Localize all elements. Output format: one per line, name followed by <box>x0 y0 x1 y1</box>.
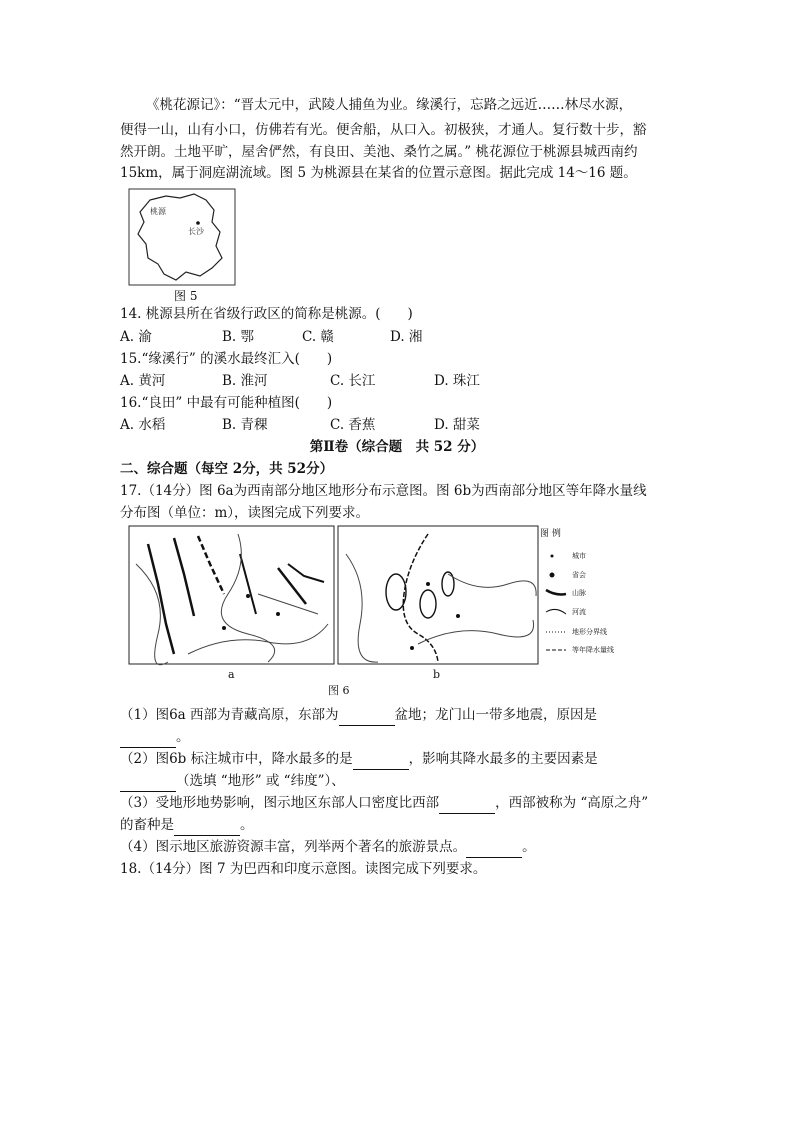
passage-line-1: 《桃花源记》：“晋太元中，武陵人捕鱼为业。缘溪行，忘路之远近……林尽水源， <box>146 97 633 113</box>
q17-sub1-text-b: 盆地；龙门山一带多地震，原因是 <box>394 707 598 723</box>
legend-isohyet: 等年降水量线 <box>572 646 614 654</box>
q16-stem: 16.“良田” 中最有可能种植图( ) <box>120 395 333 411</box>
q17-sub1-end: 。 <box>176 729 190 745</box>
q16-option-c[interactable]: C. 香蕉 <box>330 417 376 433</box>
q15-option-a[interactable]: A. 黄河 <box>120 373 166 389</box>
legend-river: 河流 <box>572 608 586 616</box>
q17-sub3-cont <box>120 815 254 836</box>
figure6-caption: 图 6 <box>328 684 350 697</box>
figure6b-map <box>338 526 538 664</box>
q15-option-b[interactable]: B. 淮河 <box>222 373 268 389</box>
figure5-map <box>128 188 236 288</box>
figure6a-map <box>129 526 334 665</box>
legend-title: 图 例 <box>540 529 561 539</box>
q17-stem-line1: 17.（14分）图 6a为西南部分地区地形分布示意图。图 6b为西南部分地区等年降水量线 <box>120 483 647 499</box>
label-changsha: 长沙 <box>188 227 204 236</box>
q15-stem: 15.“缘溪行” 的溪水最终汇入( ) <box>120 351 333 367</box>
q17-sub3 <box>120 793 648 814</box>
q14-option-a[interactable]: A. 渝 <box>120 329 152 345</box>
legend-mountain: 山脉 <box>572 589 586 597</box>
q15-option-c[interactable]: C. 长江 <box>330 373 376 389</box>
q14-option-d[interactable]: D. 湘 <box>390 329 423 345</box>
q15-option-d[interactable]: D. 珠江 <box>434 373 480 389</box>
legend-city: 城市 <box>572 552 586 560</box>
q17-sub2-cont <box>120 771 345 792</box>
q17-sub4-blank1[interactable] <box>466 837 522 858</box>
q17-sub4-end: 。 <box>522 839 536 855</box>
q17-sub3-text-b: ，西部被称为 “高原之舟” <box>495 795 649 811</box>
q17-sub2-text-a: （2）图6b 标注城市中，降水最多的是 <box>120 751 353 767</box>
q17-sub1-text-a: （1）图6a 西部为青藏高原，东部为 <box>120 707 339 723</box>
q16-option-d[interactable]: D. 甜菜 <box>434 417 480 433</box>
legend-capital: 省会 <box>572 571 586 579</box>
passage-line-3: 然开朗。土地平旷，屋舍俨然，有良田、美池、桑竹之属。” 桃花源位于桃源县城西南约 <box>120 144 638 160</box>
q17-sub3-end: 。 <box>240 817 254 833</box>
q17-sub2-text-b: ，影响其降水最多的主要因素是 <box>408 751 598 767</box>
passage-line-2: 便得一山，山有小口，仿佛若有光。便舍船，从口入。初极狭，才通人。复行数十步，豁 <box>120 122 647 138</box>
q14-option-c[interactable]: C. 赣 <box>302 329 334 345</box>
q16-option-a[interactable]: A. 水稻 <box>120 417 166 433</box>
q17-sub3-blank2[interactable] <box>174 815 240 836</box>
q18-stem: 18.（14分）图 7 为巴西和印度示意图。读图完成下列要求。 <box>120 861 487 877</box>
q16-option-b[interactable]: B. 青稞 <box>222 417 268 433</box>
q17-stem-line2: 分布图（单位：m），读图完成下列要求。 <box>120 505 370 521</box>
q17-sub2-blank1[interactable] <box>353 749 409 770</box>
q17-sub3-text-c: 的畜种是 <box>120 817 174 833</box>
q14-stem: 14. 桃源县所在省级行政区的简称是桃源。( ) <box>120 306 413 322</box>
q17-sub1-blank2[interactable] <box>120 727 176 748</box>
q17-sub2-blank2[interactable] <box>120 771 176 792</box>
q17-sub2 <box>120 749 598 770</box>
figure6b-label: b <box>433 668 441 681</box>
q17-sub3-text-a: （3）受地形地势影响，图示地区东部人口密度比西部 <box>120 795 440 811</box>
part2-title: 第Ⅱ卷（综合题 共 52 分） <box>309 439 485 455</box>
figure6a-label: a <box>228 668 235 681</box>
passage-line-4: 15km，属于洞庭湖流域。图 5 为桃源县在某省的位置示意图。据此完成 14～16 题。 <box>120 165 637 181</box>
q17-sub3-blank1[interactable] <box>439 793 495 814</box>
q17-sub4-text-a: （4）图示地区旅游资源丰富，列举两个著名的旅游景点。 <box>120 839 467 855</box>
q14-option-b[interactable]: B. 鄂 <box>222 329 255 345</box>
label-taoyuan: 桃源 <box>150 207 166 216</box>
q17-sub4 <box>120 837 536 858</box>
q17-sub2-text-c: （选填 “地形” 或 “纬度”）、 <box>176 773 345 789</box>
q17-sub1-cont <box>120 727 190 748</box>
figure5-caption: 图 5 <box>174 289 198 303</box>
q17-sub1-blank1[interactable] <box>339 705 395 726</box>
q17-sub1 <box>120 705 597 726</box>
figure6 <box>128 524 658 696</box>
legend-terrain-boundary: 地形分界线 <box>572 628 607 636</box>
section2-header: 二、综合题（每空 2分，共 52分） <box>120 461 334 477</box>
